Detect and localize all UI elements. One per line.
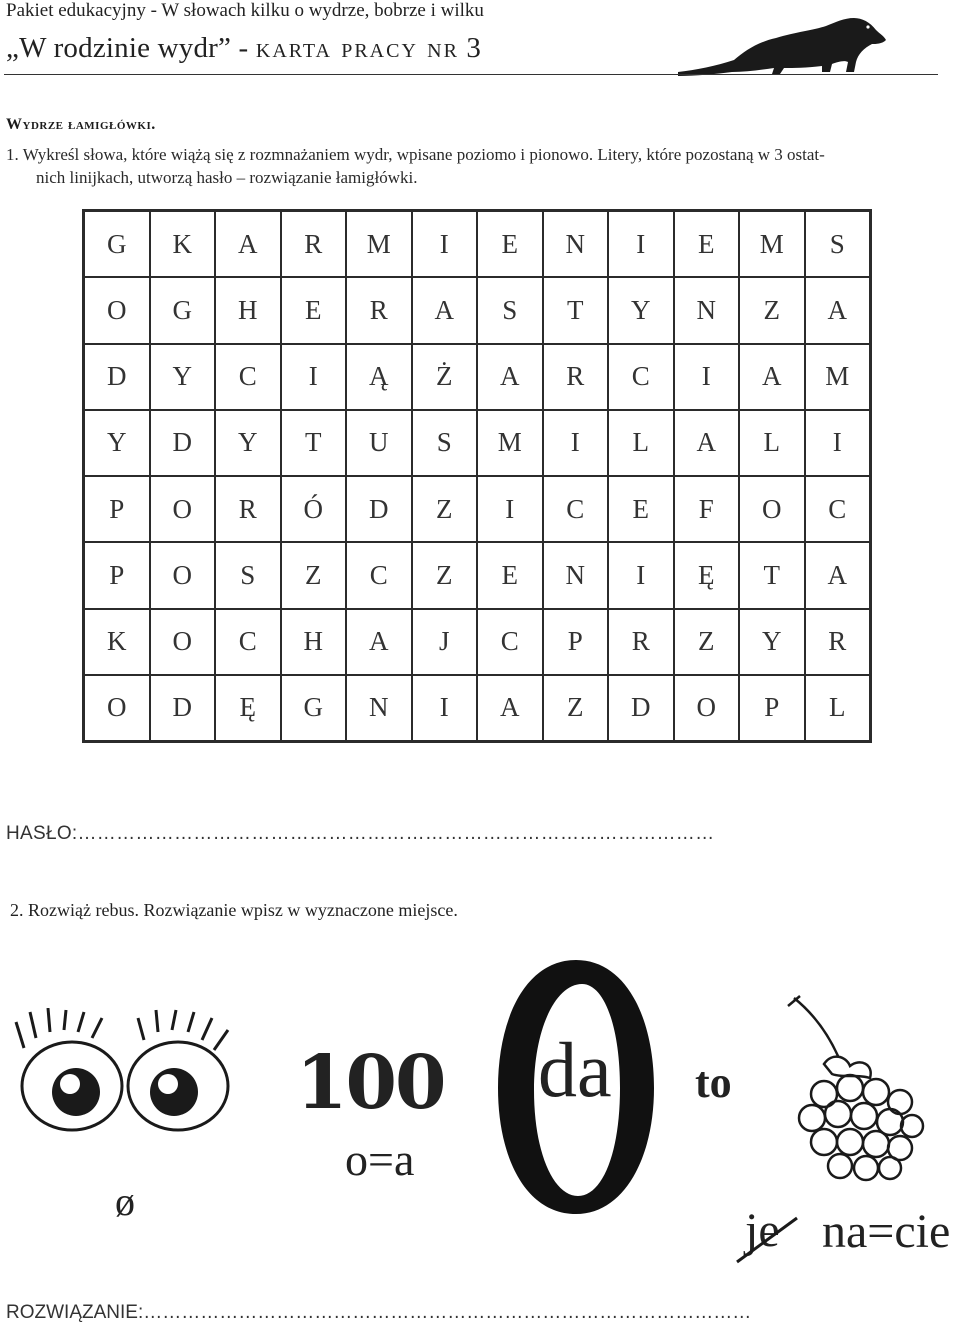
title-number: 3 bbox=[458, 32, 482, 64]
rebus-o-equals-a: o=a bbox=[345, 1134, 415, 1185]
title-smallcaps: karta pracy nr bbox=[255, 32, 459, 64]
grid-cell[interactable]: T bbox=[739, 542, 805, 608]
grid-cell[interactable]: M bbox=[739, 211, 805, 277]
grid-cell[interactable]: A bbox=[674, 410, 740, 476]
grid-cell[interactable]: Ą bbox=[346, 344, 412, 410]
grid-cell[interactable]: Ż bbox=[412, 344, 478, 410]
grid-cell[interactable]: E bbox=[477, 211, 543, 277]
grid-cell[interactable]: D bbox=[608, 675, 674, 741]
grid-cell[interactable]: Y bbox=[150, 344, 216, 410]
grid-cell[interactable]: O bbox=[674, 675, 740, 741]
grid-cell[interactable]: C bbox=[543, 476, 609, 542]
grid-cell[interactable]: D bbox=[150, 675, 216, 741]
grid-cell[interactable]: I bbox=[412, 211, 478, 277]
grid-cell[interactable]: O bbox=[150, 542, 216, 608]
rebus-je: je bbox=[745, 1204, 780, 1257]
grid-cell[interactable]: A bbox=[805, 277, 871, 343]
series-title: Pakiet edukacyjny - W słowach kilku o wydrze, bobrze i wilku bbox=[6, 0, 484, 21]
grid-cell[interactable]: N bbox=[543, 211, 609, 277]
rebus-na-equals-cie: na=cie bbox=[822, 1205, 951, 1258]
grid-cell[interactable]: I bbox=[412, 675, 478, 741]
rebus-slashed-o: ø bbox=[115, 1179, 135, 1224]
grid-cell[interactable]: O bbox=[84, 675, 150, 741]
grid-cell[interactable]: M bbox=[805, 344, 871, 410]
grid-cell[interactable]: L bbox=[608, 410, 674, 476]
grid-cell[interactable]: C bbox=[608, 344, 674, 410]
title-main: „W rodzinie wydr” - bbox=[6, 32, 256, 64]
grid-cell[interactable]: Y bbox=[739, 609, 805, 675]
grid-cell[interactable]: Ę bbox=[215, 675, 281, 741]
grid-cell[interactable]: A bbox=[477, 344, 543, 410]
grid-cell[interactable]: G bbox=[150, 277, 216, 343]
header-divider bbox=[4, 74, 938, 75]
task1-line1: 1. Wykreśl słowa, które wiążą się z rozmnażaniem wydr, wpisane poziomo i pionowo. Litery, które pozostaną w 3 ostat- bbox=[6, 145, 825, 164]
grid-cell[interactable]: H bbox=[215, 277, 281, 343]
grid-cell[interactable]: P bbox=[84, 542, 150, 608]
otter-silhouette-icon bbox=[676, 10, 888, 78]
grid-cell[interactable]: Ę bbox=[674, 542, 740, 608]
grid-cell[interactable]: O bbox=[150, 609, 216, 675]
eyes-icon bbox=[14, 1008, 236, 1148]
grid-cell[interactable]: O bbox=[739, 476, 805, 542]
grid-cell[interactable]: T bbox=[543, 277, 609, 343]
grid-cell[interactable]: N bbox=[674, 277, 740, 343]
grid-cell[interactable]: R bbox=[215, 476, 281, 542]
task1-instructions bbox=[6, 143, 956, 189]
grid-cell[interactable]: R bbox=[543, 344, 609, 410]
strike-through-line bbox=[735, 1216, 799, 1264]
grid-cell[interactable]: D bbox=[84, 344, 150, 410]
grid-cell[interactable]: A bbox=[805, 542, 871, 608]
grid-cell[interactable]: U bbox=[346, 410, 412, 476]
grid-cell[interactable]: I bbox=[543, 410, 609, 476]
grid-cell[interactable]: A bbox=[477, 675, 543, 741]
task1-line2: nich linijkach, utworzą hasło – rozwiązanie łamigłówki. bbox=[36, 168, 418, 187]
grid-cell[interactable]: N bbox=[346, 675, 412, 741]
grid-cell[interactable]: Z bbox=[281, 542, 347, 608]
grid-cell[interactable]: A bbox=[346, 609, 412, 675]
grid-cell[interactable]: M bbox=[346, 211, 412, 277]
grid-cell[interactable]: K bbox=[84, 609, 150, 675]
worksheet-title bbox=[6, 32, 481, 65]
grid-cell[interactable]: C bbox=[477, 609, 543, 675]
grid-cell[interactable]: M bbox=[477, 410, 543, 476]
grid-cell[interactable]: I bbox=[608, 211, 674, 277]
grid-cell[interactable]: R bbox=[281, 211, 347, 277]
solution-answer-line[interactable]: ROZWIĄZANIE:…………………………………………………………………………………… bbox=[6, 1302, 752, 1323]
grid-cell[interactable]: Ó bbox=[281, 476, 347, 542]
grid-cell[interactable]: R bbox=[805, 609, 871, 675]
grid-cell[interactable]: E bbox=[477, 542, 543, 608]
rebus-to: to bbox=[695, 1058, 732, 1107]
grid-cell[interactable]: E bbox=[608, 476, 674, 542]
grid-cell[interactable]: Z bbox=[412, 542, 478, 608]
grid-cell[interactable]: S bbox=[215, 542, 281, 608]
grid-cell[interactable]: I bbox=[608, 542, 674, 608]
grid-cell[interactable]: D bbox=[150, 410, 216, 476]
grid-cell[interactable]: E bbox=[674, 211, 740, 277]
grid-cell[interactable]: G bbox=[84, 211, 150, 277]
grid-cell[interactable]: I bbox=[805, 410, 871, 476]
grid-cell[interactable]: O bbox=[84, 277, 150, 343]
password-answer-line[interactable]: HASŁO:……………………………………………………………………………………… bbox=[6, 823, 715, 844]
grid-cell[interactable]: R bbox=[346, 277, 412, 343]
grid-cell[interactable]: Y bbox=[215, 410, 281, 476]
grid-cell[interactable]: I bbox=[477, 476, 543, 542]
grid-cell[interactable]: S bbox=[477, 277, 543, 343]
rebus-da: da bbox=[538, 1026, 612, 1113]
grid-cell[interactable]: O bbox=[150, 476, 216, 542]
grid-cell[interactable]: F bbox=[674, 476, 740, 542]
grid-cell[interactable]: R bbox=[608, 609, 674, 675]
grid-cell[interactable]: S bbox=[412, 410, 478, 476]
grid-cell[interactable]: I bbox=[674, 344, 740, 410]
grid-cell[interactable]: P bbox=[84, 476, 150, 542]
section-heading: Wydrze łamigłówki. bbox=[6, 116, 156, 133]
grid-cell[interactable]: L bbox=[805, 675, 871, 741]
grid-cell[interactable]: A bbox=[412, 277, 478, 343]
grid-cell[interactable]: Y bbox=[84, 410, 150, 476]
word-search-grid[interactable] bbox=[82, 209, 872, 743]
grid-cell[interactable]: I bbox=[281, 344, 347, 410]
grid-cell[interactable]: C bbox=[805, 476, 871, 542]
grid-cell[interactable]: T bbox=[281, 410, 347, 476]
grid-cell[interactable]: C bbox=[215, 344, 281, 410]
grid-cell[interactable]: Z bbox=[739, 277, 805, 343]
grid-cell[interactable]: J bbox=[412, 609, 478, 675]
rebus-hundred: 100 bbox=[296, 1040, 445, 1126]
task2-instructions: 2. Rozwiąż rebus. Rozwiązanie wpisz w wyznaczone miejsce. bbox=[10, 900, 458, 920]
grid-cell[interactable]: G bbox=[281, 675, 347, 741]
grid-cell[interactable]: S bbox=[805, 211, 871, 277]
grid-cell[interactable]: D bbox=[346, 476, 412, 542]
grid-cell[interactable]: P bbox=[739, 675, 805, 741]
grid-cell[interactable]: P bbox=[543, 609, 609, 675]
grid-cell[interactable]: H bbox=[281, 609, 347, 675]
grid-cell[interactable]: E bbox=[281, 277, 347, 343]
grid-cell[interactable]: A bbox=[739, 344, 805, 410]
grid-cell[interactable]: L bbox=[739, 410, 805, 476]
grid-cell[interactable]: Y bbox=[608, 277, 674, 343]
grid-cell[interactable]: Z bbox=[674, 609, 740, 675]
grid-cell[interactable]: Z bbox=[543, 675, 609, 741]
grid-cell[interactable]: Z bbox=[412, 476, 478, 542]
grid-cell[interactable]: C bbox=[346, 542, 412, 608]
grid-cell[interactable]: C bbox=[215, 609, 281, 675]
grid-cell[interactable]: A bbox=[215, 211, 281, 277]
grid-cell[interactable]: K bbox=[150, 211, 216, 277]
raspberry-icon bbox=[784, 994, 928, 1188]
grid-cell[interactable]: N bbox=[543, 542, 609, 608]
